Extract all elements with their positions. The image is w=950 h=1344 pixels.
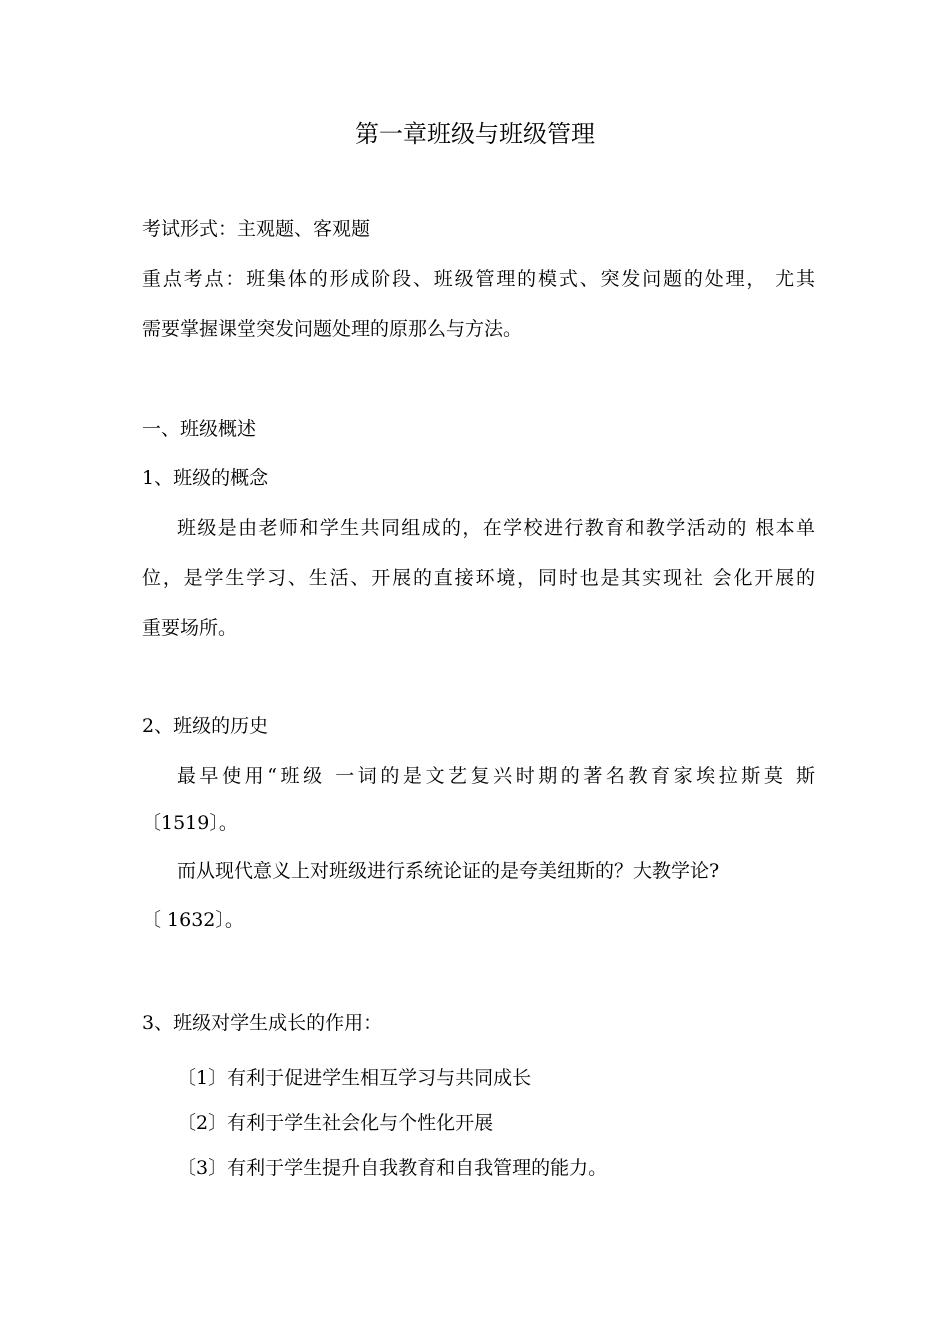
exam-form-line: 考试形式：主观题、客观题: [142, 218, 371, 240]
key-points-line-1: 重点考点：班集体的形成阶段、班级管理的模式、突发问题的处理， 尤其: [142, 268, 815, 290]
page-title: 第一章班级与班级管理: [355, 120, 595, 148]
concept-paragraph-line-3: 重要场所。: [142, 617, 238, 639]
history-paragraph-1-line-2: 〔1519〕。: [142, 812, 238, 834]
history-paragraph-2-line-1: 而从现代意义上对班级进行系统论证的是夸美纽斯的？大教学论?: [177, 860, 720, 882]
concept-paragraph-line-2: 位，是学生学习、生活、开展的直接环境，同时也是其实现社 会化开展的: [142, 567, 815, 589]
section-1-heading: 一、班级概述: [142, 418, 257, 440]
list-item: 〔1〕有利于促进学生相互学习与共同成长: [177, 1067, 532, 1089]
key-points-line-2: 需要掌握课堂突发问题处理的原那么与方法。: [142, 318, 523, 340]
subsection-2-heading: 2、班级的历史: [142, 715, 269, 737]
subsection-3-heading: 3、班级对学生成长的作用：: [142, 1012, 383, 1034]
subsection-1-heading: 1、班级的概念: [142, 467, 269, 489]
concept-paragraph-line-1: 班级是由老师和学生共同组成的，在学校进行教育和教学活动的 根本单: [177, 517, 815, 539]
history-paragraph-1-line-1: 最早使用“班级 一词的是文艺复兴时期的著名教育家埃拉斯莫 斯: [177, 765, 815, 787]
history-paragraph-2-line-2: 〔 1632〕。: [142, 909, 244, 931]
list-item: 〔3〕有利于学生提升自我教育和自我管理的能力。: [177, 1157, 608, 1179]
list-item: 〔2〕有利于学生社会化与个性化开展: [177, 1112, 494, 1134]
